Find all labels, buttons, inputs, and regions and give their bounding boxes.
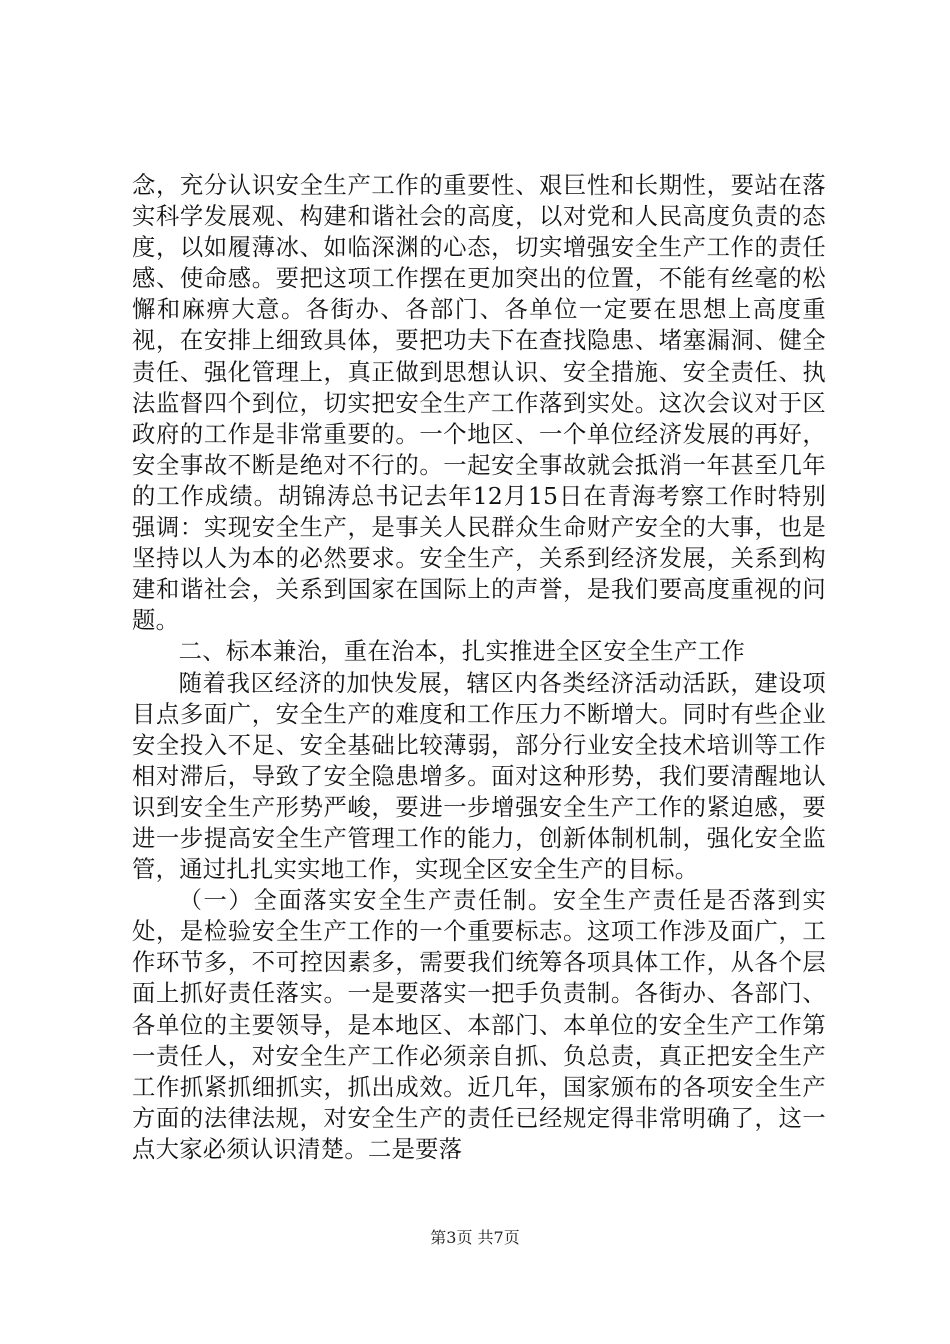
paragraph-4: （一）全面落实安全生产责任制。安全生产责任是否落到实处，是检验安全生产工作的一个重要标志。这项工作涉及面广，工作环节多，不可控因素多，需要我们统筹各项具体工作，从各个层面上抓好责任落实。一是要落实一把手负责制。各街办、各部门、各单位的主要领导，是本地区、本部门、本单位的安全生产工作第一责任人，对安全生产工作必须亲自抓、负总责，真正把安全生产工作抓紧抓细抓实，抓出成效。近几年，国家颁布的各项安全生产方面的法律法规，对安全生产的责任已经规定得非常明确了，这一点大家必须认识清楚。二是要落 [132,887,826,1163]
section-heading-2: 二、标本兼治，重在治本，扎实推进全区安全生产工作 [178,638,745,666]
paragraph-3: 随着我区经济的加快发展，辖区内各类经济活动活跃，建设项目点多面广，安全生产的难度和工作压力不断增大。同时有些企业安全投入不足、安全基础比较薄弱，部分行业安全技术培训等工作相对滞后，导致了安全隐患增多。面对这种形势，我们要清醒地认识到安全生产形势严峻，要进一步增强安全生产工作的紧迫感，要进一步提高安全生产管理工作的能力，创新体制机制，强化安全监管，通过扎扎实实地工作，实现全区安全生产的目标。 [132,669,826,884]
paragraph-1: 念，充分认识安全生产工作的重要性、艰巨性和长期性，要站在落实科学发展观、构建和谐社会的高度，以对党和人民高度负责的态度，以如履薄冰、如临深渊的心态，切实增强安全生产工作的责任感、使命感。要把这项工作摆在更加突出的位置，不能有丝毫的松懈和麻痹大意。各街办、各部门、各单位一定要在思想上高度重视，在安排上细致具体，要把功夫下在查找隐患、堵塞漏洞、健全责任、强化管理上，真正做到思想认识、安全措施、安全责任、执法监督四个到位，切实把安全生产工作落到实处。这次会议对于区政府的工作是非常重要的。一个地区、一个单位经济发展的再好，安全事故不断是绝对不行的。一起安全事故就会抵消一年甚至几年的工作成绩。胡锦涛总书记去年12月15日在青海考察工作时特别强调：实现安全生产，是事关人民群众生命财产安全的大事，也是坚持以人为本的必然要求。安全生产，关系到经济发展，关系到构建和谐社会，关系到国家在国际上的声誉，是我们要高度重视的问题。 [132,172,826,635]
page-number-footer: 第3页 共7页 [430,1228,520,1247]
document-body [132,170,826,1165]
